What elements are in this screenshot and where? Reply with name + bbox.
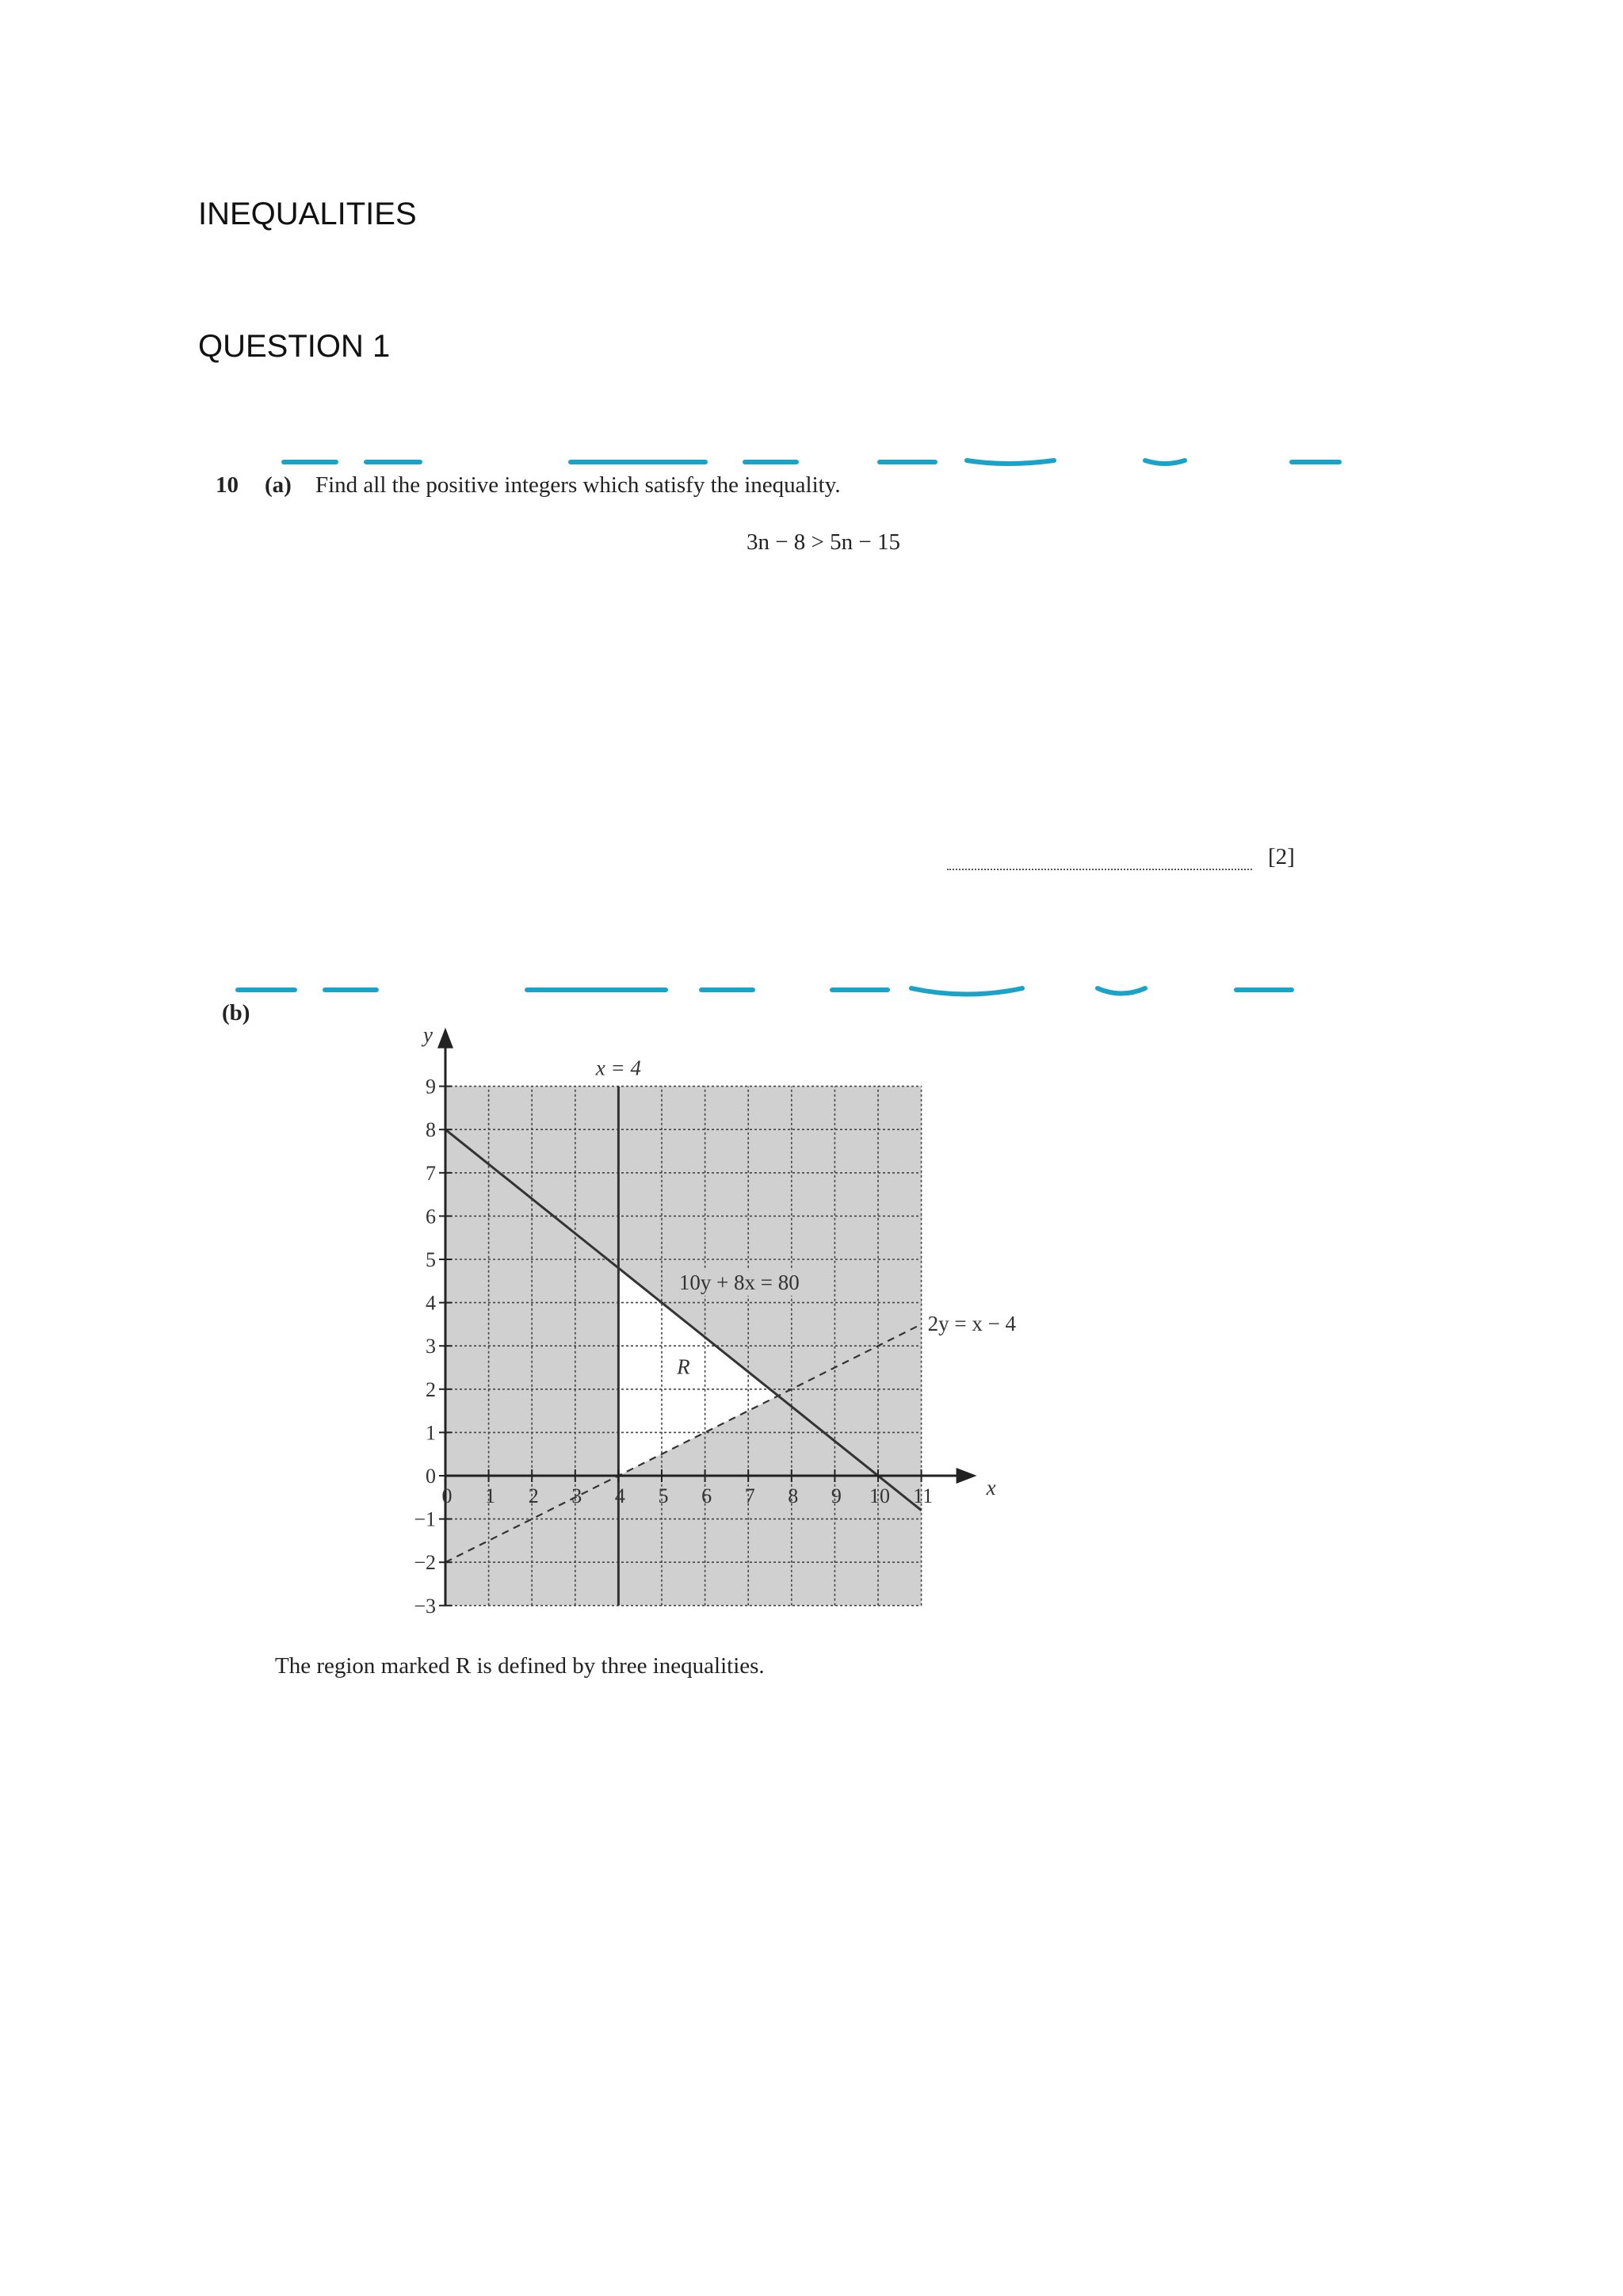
y-tick-label: 9 bbox=[426, 1075, 436, 1098]
y-tick-label: 1 bbox=[426, 1421, 436, 1445]
label-x-eq-4: x = 4 bbox=[595, 1056, 642, 1080]
x-axis-arrow-icon bbox=[957, 1468, 977, 1484]
y-tick-label: 3 bbox=[426, 1335, 436, 1358]
x-tick-label: 0 bbox=[441, 1484, 453, 1507]
part-b-caption: The region marked R is defined by three inequalities. bbox=[275, 1653, 765, 1679]
part-a-label: (a) bbox=[265, 472, 292, 498]
x-tick-label: 7 bbox=[744, 1484, 755, 1507]
marks-label: [2] bbox=[1268, 844, 1295, 869]
y-tick-label: 0 bbox=[426, 1465, 436, 1488]
x-axis-label: x bbox=[986, 1476, 996, 1499]
y-tick-label: 8 bbox=[426, 1118, 436, 1142]
question-number: 10 bbox=[216, 472, 239, 498]
x-tick-label: 9 bbox=[831, 1484, 842, 1507]
region-label-r: R bbox=[677, 1354, 690, 1379]
label-10y-8x-80: 10y + 8x = 80 bbox=[678, 1270, 800, 1294]
x-tick-label: 5 bbox=[658, 1484, 669, 1507]
y-tick-label: −1 bbox=[414, 1507, 436, 1531]
y-tick-label: 7 bbox=[426, 1161, 436, 1185]
y-tick-label: 2 bbox=[426, 1377, 436, 1401]
label-2y-x-4: 2y = x − 4 bbox=[927, 1311, 1017, 1335]
x-tick-label: 11 bbox=[913, 1484, 934, 1507]
inequality-expression: 3n − 8 > 5n − 15 bbox=[746, 529, 901, 555]
y-axis-label: y bbox=[423, 1022, 433, 1047]
y-tick-label: −3 bbox=[414, 1594, 436, 1618]
x-tick-label: 3 bbox=[571, 1484, 582, 1507]
part-a-prompt: Find all the positive integers which satisfy the inequality. bbox=[315, 472, 841, 498]
y-tick-label: 4 bbox=[426, 1291, 436, 1315]
part-b-label: (b) bbox=[222, 1000, 250, 1026]
y-tick-label: −2 bbox=[414, 1551, 436, 1575]
document-title: INEQUALITIES bbox=[198, 197, 417, 231]
y-tick-label: 6 bbox=[426, 1205, 436, 1228]
x-tick-label: 1 bbox=[485, 1484, 496, 1507]
x-tick-label: 6 bbox=[701, 1484, 712, 1507]
question-heading: QUESTION 1 bbox=[198, 329, 391, 364]
x-tick-label: 10 bbox=[869, 1484, 890, 1507]
x-tick-label: 4 bbox=[614, 1484, 625, 1507]
y-tick-label: 5 bbox=[426, 1248, 436, 1271]
x-tick-label: 8 bbox=[788, 1484, 799, 1507]
x-tick-label: 2 bbox=[528, 1484, 539, 1507]
y-axis-arrow-icon bbox=[437, 1028, 453, 1049]
